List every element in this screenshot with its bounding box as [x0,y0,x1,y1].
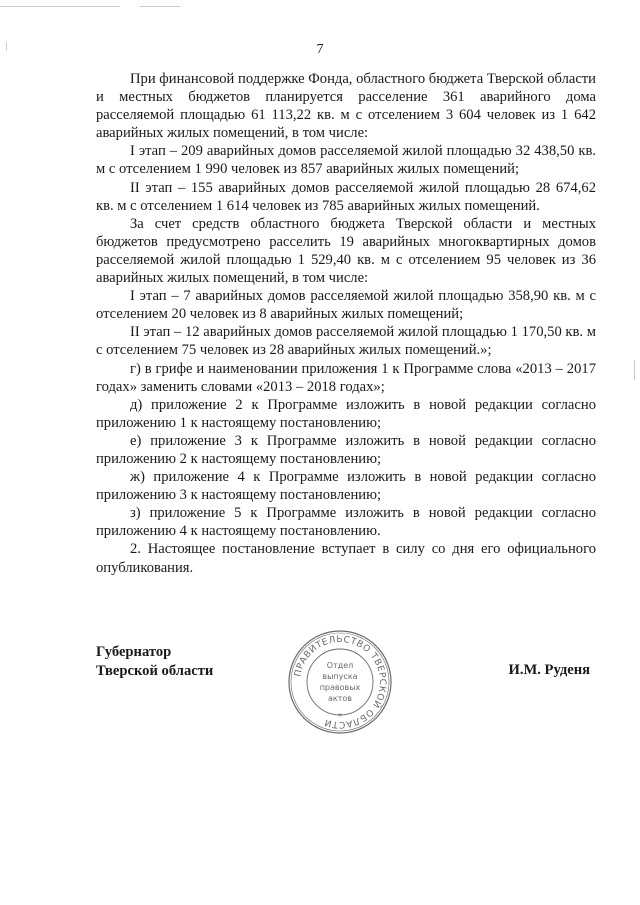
paragraph-stage-2-fund: II этап – 155 аварийных домов расселяемой жилой площадью 28 674,62 кв. м с отселением 1 614 человек из 785 аварийных жилых помещений. [96,179,596,214]
paragraph-item-zh: ж) приложение 4 к Программе изложить в новой редакции согласно приложению 3 к настоящему постановлению; [96,469,596,504]
seal-center-line1: Отдел [326,661,354,670]
paragraph-stage-1-regional: I этап – 7 аварийных домов расселяемой жилой площадью 358,90 кв. м с отселением 20 человек из 8 аварийных жилых помещений; [96,288,596,323]
seal-center-line3: правовых [319,683,361,692]
seal-star-icon: * [338,712,342,721]
paragraph-stage-1-fund: I этап – 209 аварийных домов расселяемой жилой площадью 32 438,50 кв. м с отселением 1 990 человек из 857 аварийных жилых помещений; [96,143,596,178]
page-number: 7 [316,42,324,57]
paragraph-effective-date: 2. Настоящее постановление вступает в силу со дня его официального опубликования. [96,541,596,576]
document-body [96,70,596,577]
paragraph-item-e: е) приложение 3 к Программе изложить в новой редакции согласно приложению 2 к настоящему постановлению; [96,432,596,467]
paragraph-item-g: г) в грифе и наименовании приложения 1 к Программе слова «2013 – 2017 годах» заменить словами «2013 – 2018 годах»; [96,360,596,395]
official-seal [286,628,394,736]
scan-artifact-top-right [140,6,180,7]
scan-artifact-right-edge [634,360,635,380]
paragraph-financing-summary: При финансовой поддержке Фонда, областного бюджета Тверской области и местных бюджетов планируется расселение 361 аварийного дома расселяемой площадью 61 113,22 кв. м с отселением 3 604 человек из 1 642 аварийных жилых помещений, в том числе: [96,71,596,142]
signatory-title-line2: Тверской области [96,662,214,679]
paragraph-regional-budget: За счет средств областного бюджета Тверской области и местных бюджетов предусмотрено расселить 19 аварийных многоквартирных домов расселяемой жилой площадью 1 529,40 кв. м с отселением 95 человек из 36 аварийных жилых помещений, в том числе: [96,215,596,287]
paragraph-item-d: д) приложение 2 к Программе изложить в новой редакции согласно приложению 1 к настоящему постановлению; [96,396,596,431]
seal-center-line2: выпуска [322,672,358,681]
paragraph-item-z: з) приложение 5 к Программе изложить в новой редакции согласно приложению 4 к настоящему постановлению. [96,505,596,540]
seal-ring-text: ПРАВИТЕЛЬСТВО ТВЕРСКОЙ ОБЛАСТИ [293,634,388,730]
signatory-title-line1: Губернатор [96,644,172,660]
signatory-title [96,643,213,680]
signatory-name: И.М. Руденя [508,662,590,678]
paragraph-stage-2-regional: II этап – 12 аварийных домов расселяемой жилой площадью 1 170,50 кв. м с отселением 75 человек из 28 аварийных жилых помещений.»; [96,324,596,359]
seal-center-line4: актов [327,694,353,703]
scan-artifact-top [0,6,120,7]
signature-block [96,634,596,763]
